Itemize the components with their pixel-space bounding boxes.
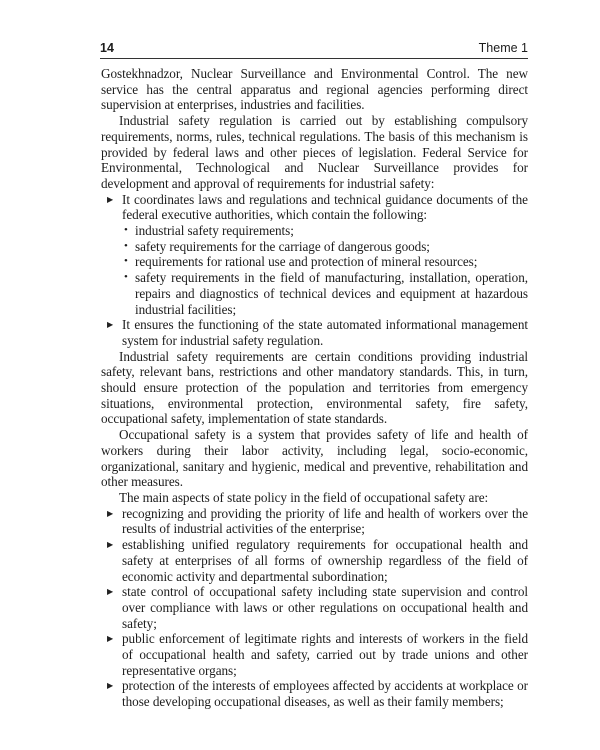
triangle-bullet-icon: ▶ (107, 320, 114, 330)
sublist-item (124, 238, 528, 255)
list-item (107, 317, 528, 348)
authority-functions-list (101, 192, 528, 349)
running-title: Theme 1 (478, 41, 528, 55)
list-item (107, 191, 528, 318)
dot-bullet-icon: • (124, 255, 128, 268)
sublist-item (124, 270, 528, 317)
list-item-text: establishing unified regulatory requirements for occupational health and safety at enterprises of all forms of ownership regardless of the field of economic activity and departmental subordination; (122, 537, 528, 584)
sublist-item-text: safety requirements for the carriage of dangerous goods; (135, 238, 430, 254)
requirements-sublist (122, 223, 528, 317)
list-item-text: state control of occupational safety including state supervision and control over compliance with laws or other regulations on occupational health and safety; (122, 584, 528, 631)
list-item-text: It ensures the functioning of the state automated informational management system for industrial safety regulation. (122, 317, 528, 348)
list-item-text: protection of the interests of employees affected by accidents at workplace or those developing occupational diseases, as well as their family members; (122, 678, 528, 710)
state-policy-aspects-list (101, 506, 528, 710)
dot-bullet-icon: • (124, 239, 128, 252)
page-number: 14 (100, 41, 114, 55)
triangle-bullet-icon: ▶ (107, 540, 114, 550)
sublist-item-text: safety requirements in the field of manufacturing, installation, operation, repairs and diagnostics of technical devices and equipment at hazardous industrial facilities; (135, 270, 528, 317)
triangle-bullet-icon: ▶ (107, 587, 114, 597)
sublist-item-text: requirements for rational use and protection of mineral resources; (135, 254, 478, 270)
paragraph: Industrial safety regulation is carried out by establishing compulsory requirements, norms, rules, technical regulations. The basis of this mechanism is provided by federal laws and other pieces of legislation. Federal Service for Environmental, Technological and Nuclear Surveillance provides for development and approval of requirements for industrial safety: (101, 113, 528, 191)
dot-bullet-icon: • (124, 224, 128, 237)
paragraph: Occupational safety is a system that provides safety of life and health of workers during their labor activity, including legal, socio-economic, organizational, sanitary and hygienic, medical and preventive, rehabilitation and other measures. (101, 427, 528, 490)
page-header (100, 38, 528, 59)
paragraph: Industrial safety requirements are certain conditions providing industrial safety, relevant bans, restrictions and other mandatory standards. This, in turn, should ensure protection of the population and territories from emergency situations, environmental protection, environmental safety, fire safety, occupational safety, implementation of state standards. (101, 348, 528, 427)
list-item-text: public enforcement of legitimate rights and interests of workers in the field of occupational health and safety, carried out by trade unions and other representative organs; (122, 631, 528, 678)
sublist-item (124, 223, 528, 239)
list-item (107, 505, 528, 537)
paragraph: The main aspects of state policy in the field of occupational safety are: (119, 489, 489, 505)
sublist-item-text: industrial safety requirements; (135, 223, 294, 239)
list-item (107, 537, 528, 584)
list-item (107, 678, 528, 710)
list-item-text: It coordinates laws and regulations and technical guidance documents of the federal executive authorities, which contain the following: (122, 191, 528, 223)
list-item (107, 584, 528, 631)
triangle-bullet-icon: ▶ (107, 681, 114, 691)
page-body (101, 66, 528, 710)
triangle-bullet-icon: ▶ (107, 194, 114, 204)
triangle-bullet-icon: ▶ (107, 634, 114, 644)
list-item (107, 631, 528, 678)
paragraph: Gostekhnadzor, Nuclear Surveillance and Environmental Control. The new service has the central apparatus and regional agencies performing direct supervision at enterprises, industries and facilities. (101, 66, 528, 113)
sublist-item (124, 254, 528, 270)
triangle-bullet-icon: ▶ (107, 508, 114, 518)
dot-bullet-icon: • (124, 271, 128, 284)
list-item-text: recognizing and providing the priority of life and health of workers over the results of industrial activities of the enterprise; (122, 505, 528, 537)
